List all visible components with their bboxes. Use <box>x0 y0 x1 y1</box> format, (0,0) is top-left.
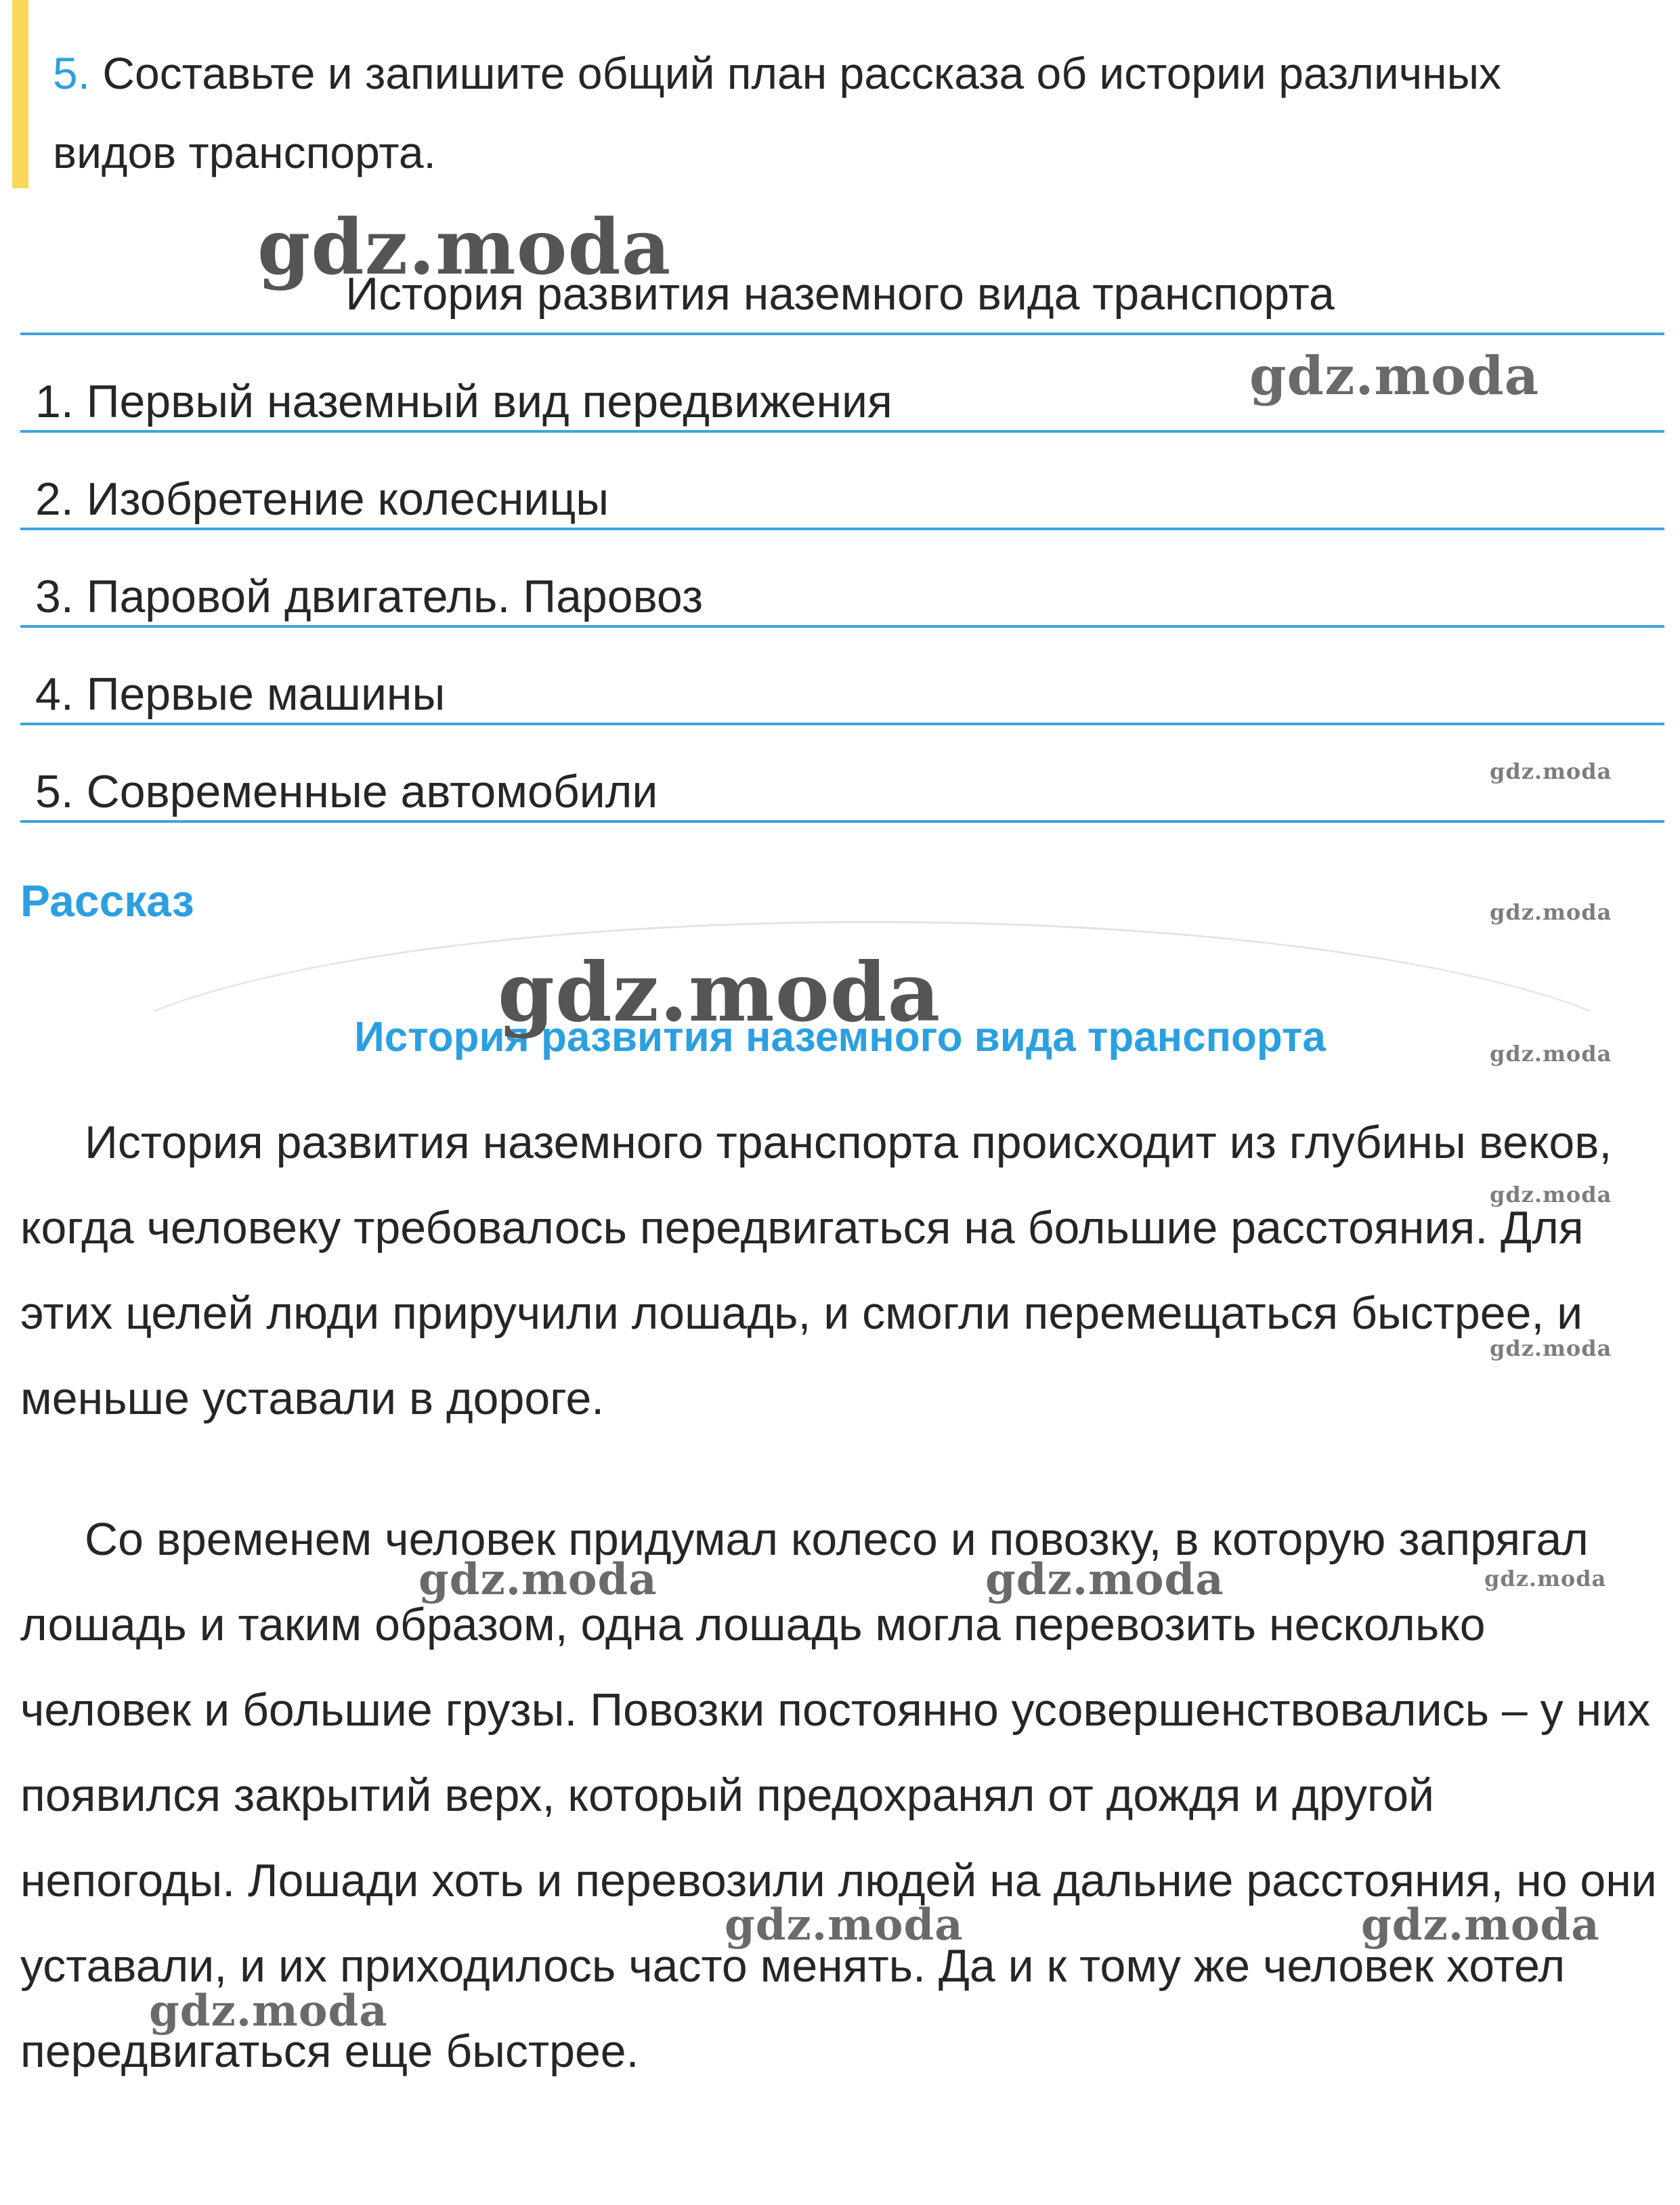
watermark: gdz.moda <box>498 945 941 1040</box>
watermark: gdz.moda <box>1484 1566 1607 1591</box>
plan-rule <box>20 625 1664 628</box>
watermark: gdz.moda <box>725 1900 964 1950</box>
story-paragraph-2: Со временем человек придумал колесо и повозку, в которую запрягал лошадь и таким образом, одна лошадь могла перевозить несколько человек и большие грузы. Повозки постоянно усовершенствовались – у них появился закрытий верх, который предохранял от дождя и другой непогоды. Лошади хоть и перевозили людей на дальние расстояния, но они уставали, и их приходилось часто менять. Да и к тому же человек хотел передвигаться еще быстрее. <box>20 1514 1657 2077</box>
plan-item-3: 3. Паровой двигатель. Паровоз <box>35 571 704 622</box>
plan-item-2: 2. Изобретение колесницы <box>35 473 609 525</box>
story-label: Рассказ <box>20 876 194 926</box>
watermark: gdz.moda <box>149 1986 388 2036</box>
watermark: gdz.moda <box>1490 1335 1612 1361</box>
watermark: gdz.moda <box>1490 1182 1612 1207</box>
watermark: gdz.moda <box>1249 345 1540 407</box>
task-marker-bar <box>12 0 28 188</box>
plan-rule <box>20 430 1664 433</box>
task-statement <box>53 34 1610 192</box>
watermark: gdz.moda <box>985 1554 1224 1605</box>
plan-rule <box>20 528 1664 530</box>
watermark: gdz.moda <box>1490 1041 1612 1067</box>
plan-title: История развития наземного вида транспорта <box>345 268 1335 320</box>
plan-rule <box>20 820 1664 823</box>
watermark: gdz.moda <box>418 1554 658 1605</box>
task-number: 5. <box>53 48 91 98</box>
story-paragraph-1: История развития наземного транспорта происходит из глубины веков, когда человеку требовалось передвигаться на большие расстояния. Для этих целей люди приручили лошадь, и смогли перемещаться быстрее, и меньше уставали в дороге. <box>20 1117 1612 1424</box>
watermark: gdz.moda <box>1361 1900 1600 1950</box>
plan-rule <box>20 333 1664 335</box>
plan-item-4: 4. Первые машины <box>35 668 446 720</box>
watermark: gdz.moda <box>1490 758 1612 784</box>
watermark: gdz.moda <box>1490 899 1612 925</box>
plan-item-1: 1. Первый наземный вид передвижения <box>35 376 892 427</box>
watermark: gdz.moda <box>257 203 672 292</box>
plan-rule <box>20 723 1664 725</box>
plan-item-5: 5. Современные автомобили <box>35 766 658 817</box>
task-text: Составьте и запишите общий план рассказа об истории различных видов транспорта. <box>53 48 1502 177</box>
story-title: История развития наземного вида транспорта <box>354 1014 1326 1061</box>
